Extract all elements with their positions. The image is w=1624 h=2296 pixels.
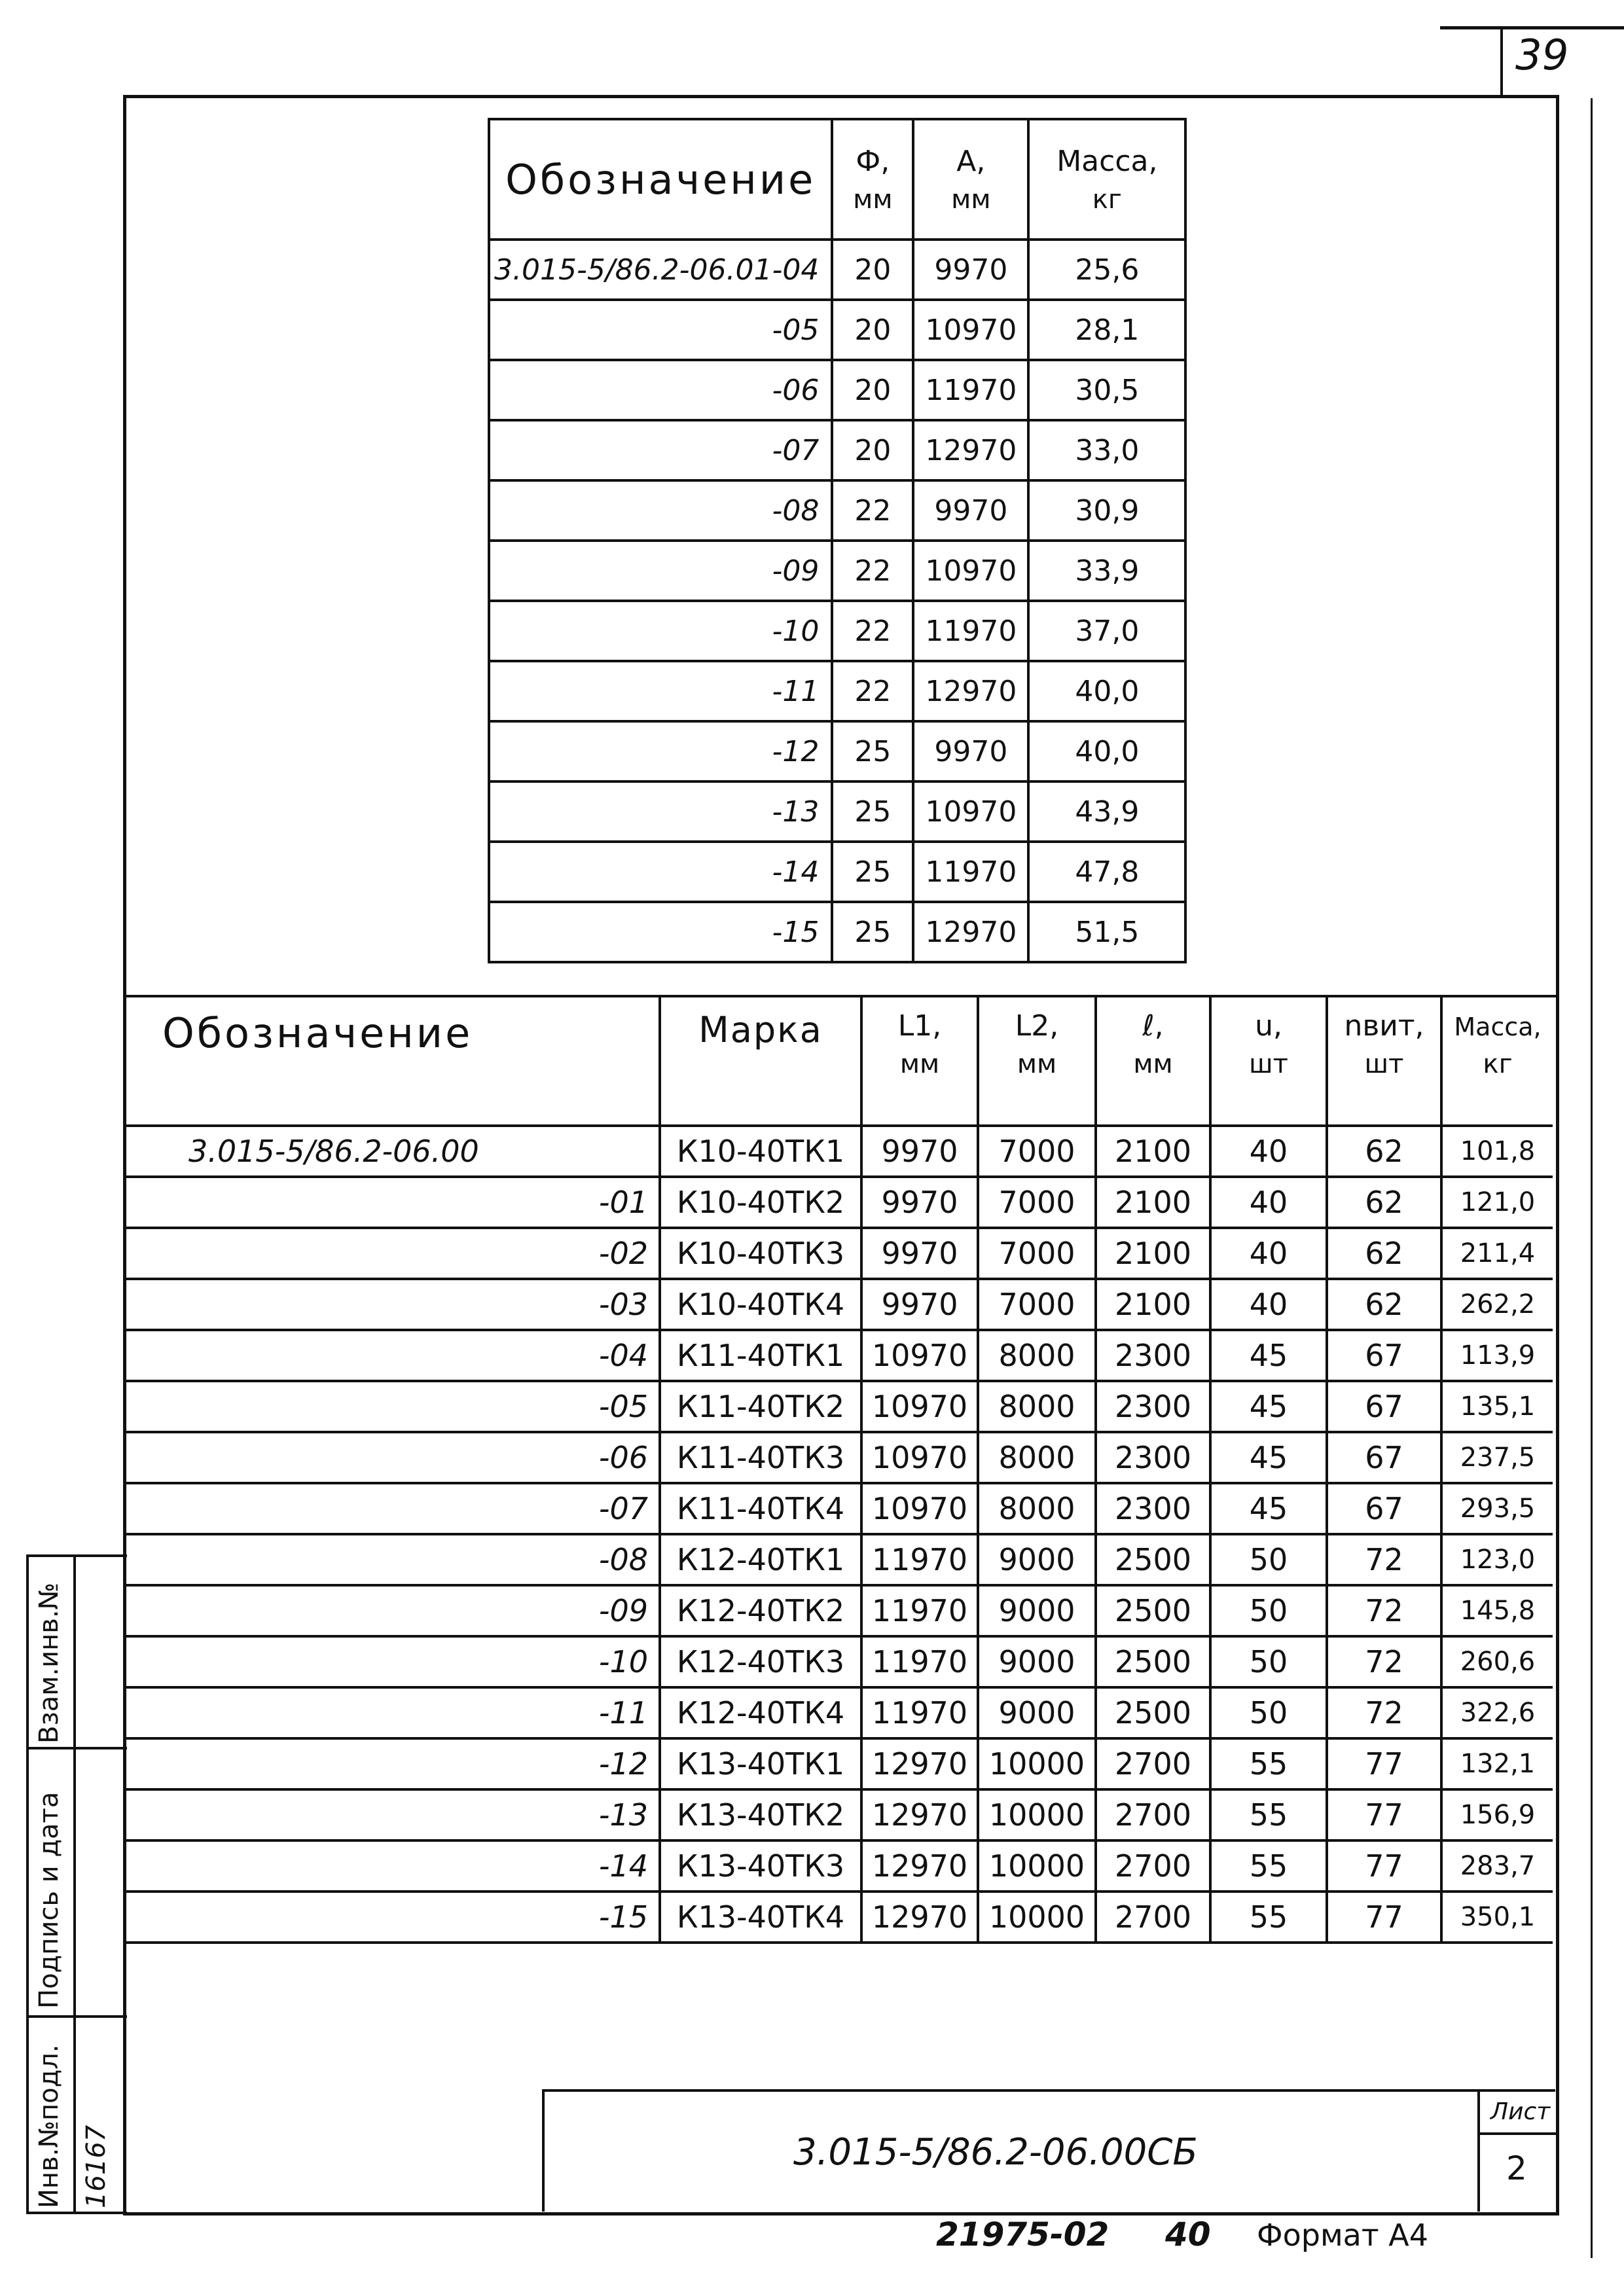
side-stamp-row-divider xyxy=(29,1747,127,1749)
a-cell: 12970 xyxy=(913,661,1028,721)
mass-cell: 40,0 xyxy=(1028,661,1185,721)
l2-cell: 8000 xyxy=(978,1381,1096,1432)
mark-cell: К11-40ТК2 xyxy=(660,1381,861,1432)
lower-header-row xyxy=(126,997,1553,1126)
designation-cell: -01 xyxy=(126,1177,660,1228)
page-number: 39 xyxy=(1515,31,1569,80)
n-cell: 72 xyxy=(1327,1687,1441,1738)
designation-cell: -04 xyxy=(126,1330,660,1381)
table-row xyxy=(126,1585,1553,1636)
l2-cell: 10000 xyxy=(978,1738,1096,1789)
l2-cell: 9000 xyxy=(978,1534,1096,1585)
l-cell: 2100 xyxy=(1096,1177,1210,1228)
l2-cell: 9000 xyxy=(978,1636,1096,1687)
side-stamp-column-divider xyxy=(73,1557,76,2212)
mark-cell: К13-40ТК4 xyxy=(660,1892,861,1943)
n-cell: 77 xyxy=(1327,1738,1441,1789)
designation-cell: -15 xyxy=(126,1892,660,1943)
table-row xyxy=(489,360,1185,420)
table-row xyxy=(126,1636,1553,1687)
page-number-rule xyxy=(1440,26,1624,29)
l1-cell: 9970 xyxy=(861,1126,978,1177)
mass-cell: 101,8 xyxy=(1441,1126,1553,1177)
mark-cell: К12-40ТК4 xyxy=(660,1687,861,1738)
replaced-inv-label: Взам.инв.№ xyxy=(34,1582,64,1744)
l-cell: 2700 xyxy=(1096,1840,1210,1892)
table-row xyxy=(126,1738,1553,1789)
table-row xyxy=(489,240,1185,300)
n-cell: 77 xyxy=(1327,1789,1441,1840)
u-cell: 40 xyxy=(1210,1228,1327,1279)
u-cell: 55 xyxy=(1210,1789,1327,1840)
mass-cell: 135,1 xyxy=(1441,1381,1553,1432)
mass-cell: 283,7 xyxy=(1441,1840,1553,1892)
designation-cell: -07 xyxy=(126,1483,660,1534)
l2-cell: 8000 xyxy=(978,1483,1096,1534)
n-cell: 77 xyxy=(1327,1840,1441,1892)
designation-cell: -14 xyxy=(126,1840,660,1892)
a-cell: 10970 xyxy=(913,781,1028,842)
mass-cell: 47,8 xyxy=(1028,842,1185,902)
designation-cell: -15 xyxy=(489,902,832,962)
l-cell: 2500 xyxy=(1096,1585,1210,1636)
l1-cell: 12970 xyxy=(861,1840,978,1892)
u-cell: 50 xyxy=(1210,1687,1327,1738)
mass-cell: 293,5 xyxy=(1441,1483,1553,1534)
designation-cell: -05 xyxy=(126,1381,660,1432)
table-row xyxy=(489,661,1185,721)
l1-cell: 12970 xyxy=(861,1789,978,1840)
sheet-number: 2 xyxy=(1506,2149,1527,2187)
mark-cell: К10-40ТК3 xyxy=(660,1228,861,1279)
l1-cell: 10970 xyxy=(861,1432,978,1483)
l1-cell: 11970 xyxy=(861,1687,978,1738)
header-mass: Масса, кг xyxy=(1028,119,1185,240)
upper-spec-table xyxy=(488,118,1187,963)
table-row xyxy=(126,1534,1553,1585)
table-row xyxy=(126,1892,1553,1943)
header-mark: Марка xyxy=(660,997,861,1126)
designation-cell: 3.015-5/86.2-06.00 xyxy=(126,1126,660,1177)
sheet-box-divider xyxy=(1480,2132,1558,2135)
l2-cell: 8000 xyxy=(978,1432,1096,1483)
designation-cell: -08 xyxy=(126,1534,660,1585)
mass-cell: 43,9 xyxy=(1028,781,1185,842)
table-row xyxy=(489,601,1185,661)
table-row xyxy=(489,721,1185,781)
header-diameter: Ф, мм xyxy=(832,119,913,240)
a-cell: 11970 xyxy=(913,842,1028,902)
l-cell: 2300 xyxy=(1096,1330,1210,1381)
l1-cell: 11970 xyxy=(861,1585,978,1636)
l-cell: 2100 xyxy=(1096,1228,1210,1279)
l-cell: 2500 xyxy=(1096,1687,1210,1738)
diameter-cell: 20 xyxy=(832,420,913,480)
n-cell: 77 xyxy=(1327,1892,1441,1943)
l-cell: 2100 xyxy=(1096,1126,1210,1177)
l2-cell: 10000 xyxy=(978,1840,1096,1892)
designation-cell: -11 xyxy=(489,661,832,721)
mass-cell: 262,2 xyxy=(1441,1279,1553,1330)
l1-cell: 12970 xyxy=(861,1738,978,1789)
u-cell: 55 xyxy=(1210,1738,1327,1789)
mass-cell: 350,1 xyxy=(1441,1892,1553,1943)
mass-cell: 30,9 xyxy=(1028,480,1185,541)
table-row xyxy=(489,300,1185,360)
a-cell: 12970 xyxy=(913,420,1028,480)
table-row xyxy=(126,1687,1553,1738)
header-mass: Масса, кг xyxy=(1441,997,1553,1126)
diameter-cell: 25 xyxy=(832,842,913,902)
l-cell: 2500 xyxy=(1096,1534,1210,1585)
designation-cell: -03 xyxy=(126,1279,660,1330)
header-l: ℓ, мм xyxy=(1096,997,1210,1126)
table-row xyxy=(126,1177,1553,1228)
mark-cell: К13-40ТК1 xyxy=(660,1738,861,1789)
designation-cell: -06 xyxy=(489,360,832,420)
diameter-cell: 22 xyxy=(832,480,913,541)
mass-cell: 28,1 xyxy=(1028,300,1185,360)
header-designation: Обозначение xyxy=(489,119,832,240)
diameter-cell: 25 xyxy=(832,781,913,842)
l1-cell: 11970 xyxy=(861,1534,978,1585)
n-cell: 72 xyxy=(1327,1636,1441,1687)
copy-number: 21975-02 xyxy=(936,2215,1110,2253)
frame-binding-line xyxy=(1591,98,1593,2258)
n-cell: 62 xyxy=(1327,1126,1441,1177)
l1-cell: 11970 xyxy=(861,1636,978,1687)
table-row xyxy=(126,1840,1553,1892)
table-row xyxy=(489,480,1185,541)
mark-cell: К11-40ТК1 xyxy=(660,1330,861,1381)
lower-spec-table xyxy=(126,997,1553,1944)
u-cell: 50 xyxy=(1210,1534,1327,1585)
table-row xyxy=(126,1432,1553,1483)
a-cell: 10970 xyxy=(913,541,1028,601)
a-cell: 11970 xyxy=(913,601,1028,661)
diameter-cell: 22 xyxy=(832,541,913,601)
mass-cell: 145,8 xyxy=(1441,1585,1553,1636)
table-row xyxy=(489,781,1185,842)
l2-cell: 7000 xyxy=(978,1228,1096,1279)
mass-cell: 237,5 xyxy=(1441,1432,1553,1483)
l2-cell: 7000 xyxy=(978,1177,1096,1228)
l1-cell: 12970 xyxy=(861,1892,978,1943)
l1-cell: 9970 xyxy=(861,1228,978,1279)
table-row xyxy=(126,1789,1553,1840)
mass-cell: 123,0 xyxy=(1441,1534,1553,1585)
mark-cell: К11-40ТК3 xyxy=(660,1432,861,1483)
n-cell: 72 xyxy=(1327,1534,1441,1585)
table-row xyxy=(489,420,1185,480)
l2-cell: 10000 xyxy=(978,1892,1096,1943)
a-cell: 10970 xyxy=(913,300,1028,360)
designation-cell: 3.015-5/86.2-06.01-04 xyxy=(489,240,832,300)
n-cell: 67 xyxy=(1327,1432,1441,1483)
side-stamp-row-divider xyxy=(29,2015,127,2018)
u-cell: 40 xyxy=(1210,1177,1327,1228)
l1-cell: 10970 xyxy=(861,1381,978,1432)
l2-cell: 8000 xyxy=(978,1330,1096,1381)
a-cell: 9970 xyxy=(913,240,1028,300)
mark-cell: К13-40ТК3 xyxy=(660,1840,861,1892)
n-cell: 62 xyxy=(1327,1279,1441,1330)
n-cell: 67 xyxy=(1327,1330,1441,1381)
inv-original-label: Инв.№подл. xyxy=(34,2044,64,2208)
mark-cell: К10-40ТК4 xyxy=(660,1279,861,1330)
signature-date-label: Подпись и дата xyxy=(34,1791,64,2009)
l-cell: 2700 xyxy=(1096,1789,1210,1840)
upper-header-row xyxy=(489,119,1185,240)
header-designation: Обозначение xyxy=(126,997,660,1126)
header-l2: L2, мм xyxy=(978,997,1096,1126)
a-cell: 9970 xyxy=(913,721,1028,781)
l-cell: 2300 xyxy=(1096,1483,1210,1534)
table-row xyxy=(126,1228,1553,1279)
mass-cell: 211,4 xyxy=(1441,1228,1553,1279)
diameter-cell: 25 xyxy=(832,721,913,781)
l-cell: 2500 xyxy=(1096,1636,1210,1687)
l-cell: 2300 xyxy=(1096,1381,1210,1432)
table-row xyxy=(126,1330,1553,1381)
diameter-cell: 20 xyxy=(832,240,913,300)
l-cell: 2100 xyxy=(1096,1279,1210,1330)
n-cell: 72 xyxy=(1327,1585,1441,1636)
designation-cell: -06 xyxy=(126,1432,660,1483)
u-cell: 55 xyxy=(1210,1892,1327,1943)
designation-cell: -13 xyxy=(126,1789,660,1840)
mark-cell: К12-40ТК1 xyxy=(660,1534,861,1585)
designation-cell: -08 xyxy=(489,480,832,541)
mass-cell: 30,5 xyxy=(1028,360,1185,420)
n-cell: 67 xyxy=(1327,1381,1441,1432)
sheet-label: Лист xyxy=(1490,2098,1551,2125)
mass-cell: 37,0 xyxy=(1028,601,1185,661)
a-cell: 9970 xyxy=(913,480,1028,541)
diameter-cell: 20 xyxy=(832,300,913,360)
table-row xyxy=(489,541,1185,601)
mark-cell: К10-40ТК2 xyxy=(660,1177,861,1228)
document-code: 3.015-5/86.2-06.00СБ xyxy=(793,2131,1198,2174)
designation-cell: -10 xyxy=(489,601,832,661)
table-row xyxy=(489,902,1185,962)
page-number-divider xyxy=(1500,26,1503,98)
designation-cell: -09 xyxy=(126,1585,660,1636)
mass-cell: 132,1 xyxy=(1441,1738,1553,1789)
header-a: А, мм xyxy=(913,119,1028,240)
mark-cell: К11-40ТК4 xyxy=(660,1483,861,1534)
mass-cell: 40,0 xyxy=(1028,721,1185,781)
table-row xyxy=(489,842,1185,902)
designation-cell: -11 xyxy=(126,1687,660,1738)
l2-cell: 7000 xyxy=(978,1279,1096,1330)
mass-cell: 33,0 xyxy=(1028,420,1185,480)
l-cell: 2700 xyxy=(1096,1738,1210,1789)
mark-cell: К12-40ТК2 xyxy=(660,1585,861,1636)
table-row xyxy=(126,1126,1553,1177)
mass-cell: 156,9 xyxy=(1441,1789,1553,1840)
paper-format: Формат А4 xyxy=(1257,2217,1428,2253)
mark-cell: К13-40ТК2 xyxy=(660,1789,861,1840)
n-cell: 67 xyxy=(1327,1483,1441,1534)
u-cell: 45 xyxy=(1210,1381,1327,1432)
l2-cell: 9000 xyxy=(978,1687,1096,1738)
mark-cell: К12-40ТК3 xyxy=(660,1636,861,1687)
mass-cell: 260,6 xyxy=(1441,1636,1553,1687)
designation-cell: -12 xyxy=(489,721,832,781)
side-stamp xyxy=(26,1554,127,2214)
diameter-cell: 20 xyxy=(832,360,913,420)
l-cell: 2300 xyxy=(1096,1432,1210,1483)
table-row xyxy=(126,1483,1553,1534)
designation-cell: -12 xyxy=(126,1738,660,1789)
l2-cell: 10000 xyxy=(978,1789,1096,1840)
mass-cell: 113,9 xyxy=(1441,1330,1553,1381)
n-cell: 62 xyxy=(1327,1177,1441,1228)
l1-cell: 9970 xyxy=(861,1279,978,1330)
n-cell: 62 xyxy=(1327,1228,1441,1279)
l1-cell: 10970 xyxy=(861,1483,978,1534)
table-row xyxy=(126,1279,1553,1330)
u-cell: 40 xyxy=(1210,1126,1327,1177)
designation-cell: -09 xyxy=(489,541,832,601)
designation-cell: -10 xyxy=(126,1636,660,1687)
mass-cell: 121,0 xyxy=(1441,1177,1553,1228)
l1-cell: 9970 xyxy=(861,1177,978,1228)
title-block xyxy=(542,2089,1555,2212)
mass-cell: 25,6 xyxy=(1028,240,1185,300)
diameter-cell: 25 xyxy=(832,902,913,962)
mark-cell: К10-40ТК1 xyxy=(660,1126,861,1177)
mass-cell: 322,6 xyxy=(1441,1687,1553,1738)
diameter-cell: 22 xyxy=(832,661,913,721)
a-cell: 11970 xyxy=(913,360,1028,420)
header-l1: L1, мм xyxy=(861,997,978,1126)
u-cell: 40 xyxy=(1210,1279,1327,1330)
l2-cell: 7000 xyxy=(978,1126,1096,1177)
u-cell: 45 xyxy=(1210,1483,1327,1534)
u-cell: 45 xyxy=(1210,1330,1327,1381)
l1-cell: 10970 xyxy=(861,1330,978,1381)
diameter-cell: 22 xyxy=(832,601,913,661)
sheet-box xyxy=(1477,2092,1558,2212)
u-cell: 50 xyxy=(1210,1636,1327,1687)
footer-page-number: 40 xyxy=(1165,2215,1211,2253)
u-cell: 45 xyxy=(1210,1432,1327,1483)
u-cell: 50 xyxy=(1210,1585,1327,1636)
designation-cell: -02 xyxy=(126,1228,660,1279)
header-u: u, шт xyxy=(1210,997,1327,1126)
designation-cell: -14 xyxy=(489,842,832,902)
inv-number: 16167 xyxy=(81,2125,111,2208)
mass-cell: 51,5 xyxy=(1028,902,1185,962)
l-cell: 2700 xyxy=(1096,1892,1210,1943)
u-cell: 55 xyxy=(1210,1840,1327,1892)
a-cell: 12970 xyxy=(913,902,1028,962)
mass-cell: 33,9 xyxy=(1028,541,1185,601)
designation-cell: -05 xyxy=(489,300,832,360)
header-n: nвит, шт xyxy=(1327,997,1441,1126)
table-row xyxy=(126,1381,1553,1432)
designation-cell: -07 xyxy=(489,420,832,480)
designation-cell: -13 xyxy=(489,781,832,842)
l2-cell: 9000 xyxy=(978,1585,1096,1636)
